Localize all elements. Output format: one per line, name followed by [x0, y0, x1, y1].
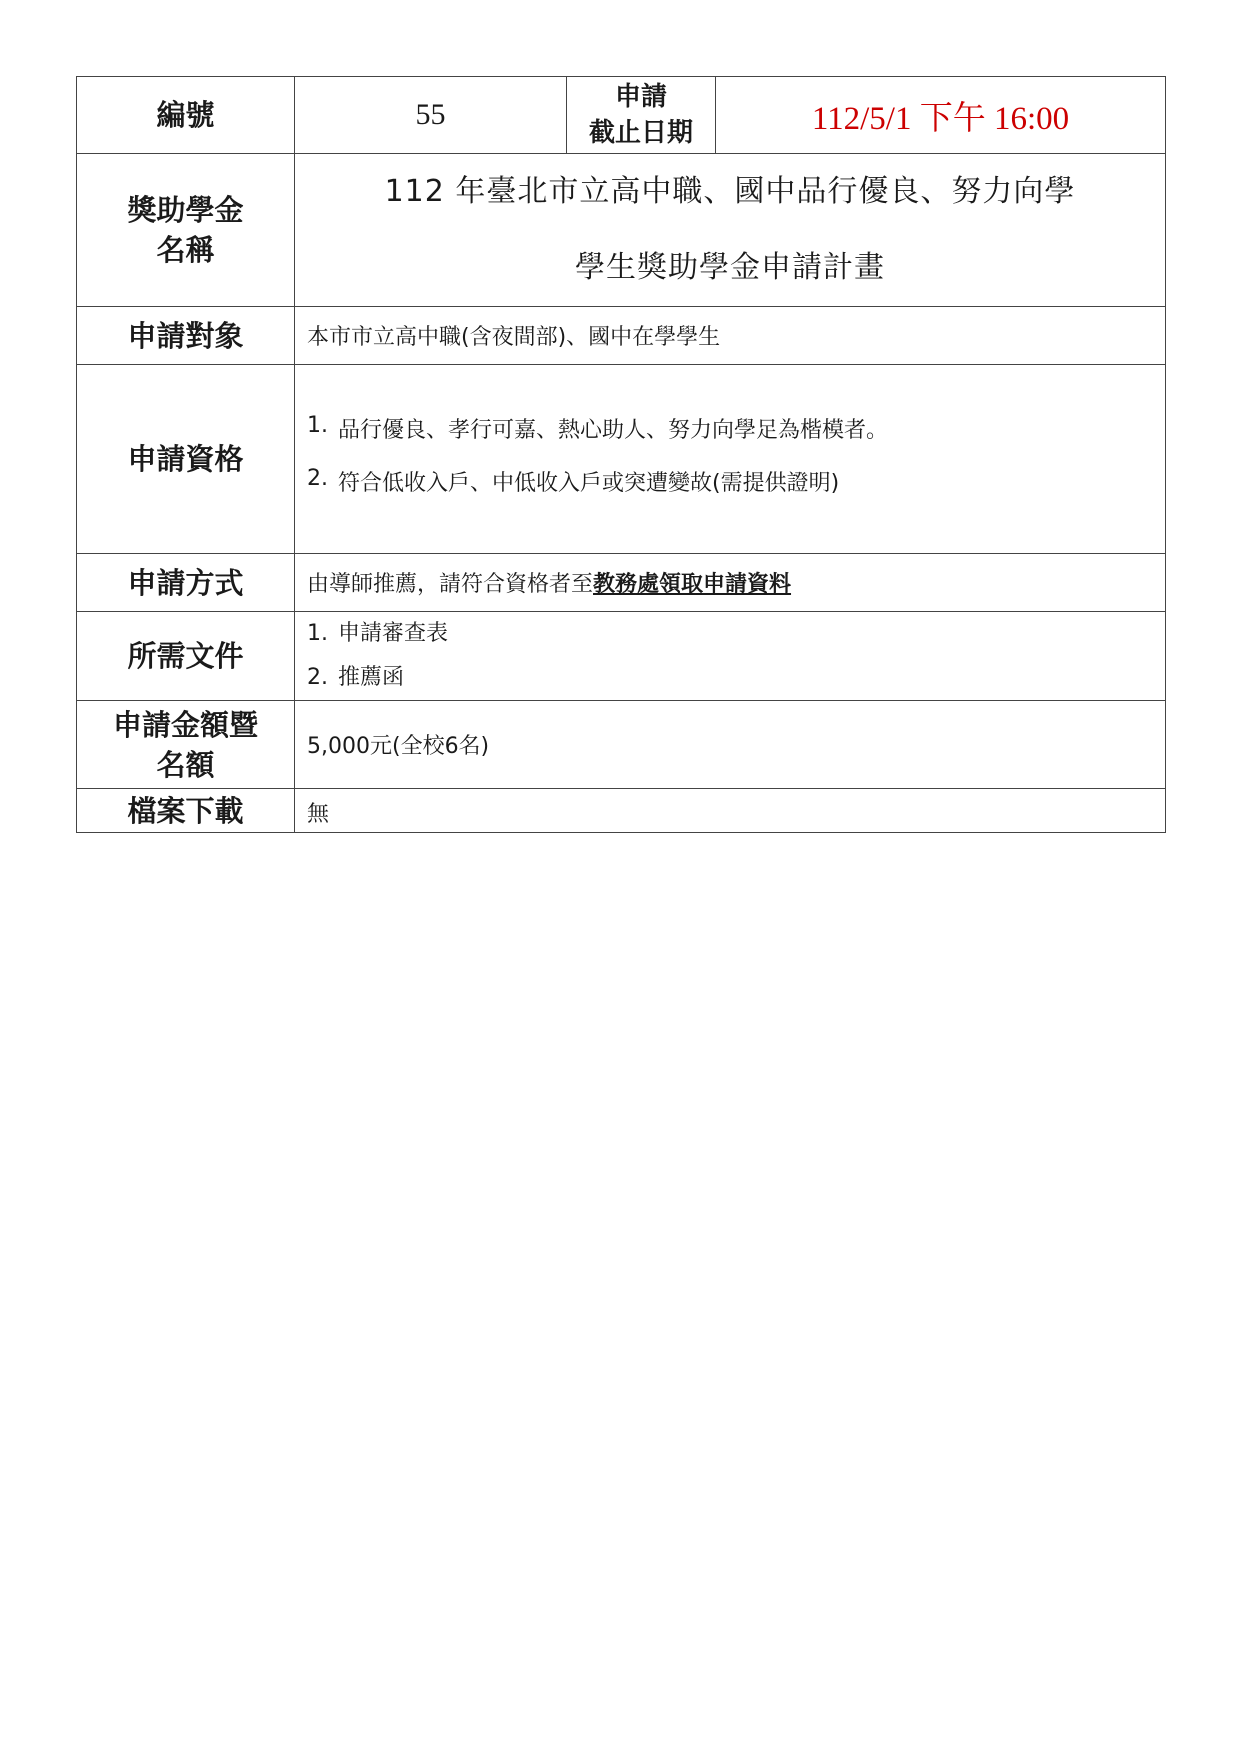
- list-item-number: 2.: [307, 665, 328, 690]
- list-item-text: 推薦函: [338, 665, 405, 690]
- documents-cell: [295, 612, 1166, 701]
- method-text: 由導師推薦，請符合資格者至: [307, 572, 594, 597]
- method-label: 申請方式: [77, 554, 295, 612]
- header-row: [77, 77, 1166, 154]
- scholarship-title-line1: 112 年臺北市立高中職、國中品行優良、努力向學: [384, 174, 1076, 209]
- deadline-label: [567, 77, 716, 154]
- qualifications-list: [295, 399, 1165, 497]
- documents-label: 所需文件: [77, 612, 295, 701]
- list-item-number: 2.: [307, 466, 328, 491]
- amount-row: [77, 701, 1166, 789]
- serial-label: 編號: [77, 77, 295, 154]
- amount-label-line2: 名額: [156, 747, 215, 782]
- scholarship-name-label: [77, 154, 295, 307]
- download-label: 檔案下載: [77, 789, 295, 833]
- serial-value: 55: [295, 77, 567, 154]
- scholarship-name-label-line1: 獎助學金: [127, 193, 244, 227]
- target-row: [77, 307, 1166, 365]
- scholarship-title: [295, 154, 1166, 307]
- list-item-text: 品行優良、孝行可嘉、熱心助人、努力向學足為楷模者。: [338, 418, 889, 443]
- deadline-value: 112/5/1 下午 16:00: [716, 77, 1166, 154]
- list-item-number: 1.: [307, 621, 328, 646]
- download-value: 無: [295, 789, 1166, 833]
- target-label: 申請對象: [77, 307, 295, 365]
- method-emphasis: 教務處領取申請資料: [593, 572, 792, 597]
- target-value: 本市市立高中職(含夜間部)、國中在學學生: [295, 307, 1166, 365]
- documents-list: [295, 612, 1165, 700]
- scholarship-info-table: [76, 76, 1166, 833]
- list-item: [307, 466, 1165, 497]
- documents-row: [77, 612, 1166, 701]
- download-row: [77, 789, 1166, 833]
- amount-value: 5,000元(全校6名): [295, 701, 1166, 789]
- amount-label: [77, 701, 295, 789]
- list-item-text: 申請審查表: [338, 621, 449, 646]
- list-item-number: 1.: [307, 413, 328, 438]
- deadline-label-line2: 截止日期: [588, 118, 693, 148]
- method-row: [77, 554, 1166, 612]
- method-value: [295, 554, 1166, 612]
- scholarship-name-row: [77, 154, 1166, 307]
- qualifications-cell: [295, 365, 1166, 554]
- list-item: [307, 656, 1165, 700]
- scholarship-name-label-line2: 名稱: [156, 233, 215, 267]
- amount-label-line1: 申請金額暨: [112, 707, 258, 742]
- list-item-text: 符合低收入戶、中低收入戶或突遭變故(需提供證明): [338, 471, 840, 496]
- list-item: [307, 612, 1165, 656]
- qualifications-row: [77, 365, 1166, 554]
- qualifications-label: 申請資格: [77, 365, 295, 554]
- scholarship-title-line2: 學生獎助學金申請計畫: [575, 250, 885, 285]
- list-item: [307, 413, 1165, 444]
- deadline-label-line1: 申請: [614, 82, 667, 112]
